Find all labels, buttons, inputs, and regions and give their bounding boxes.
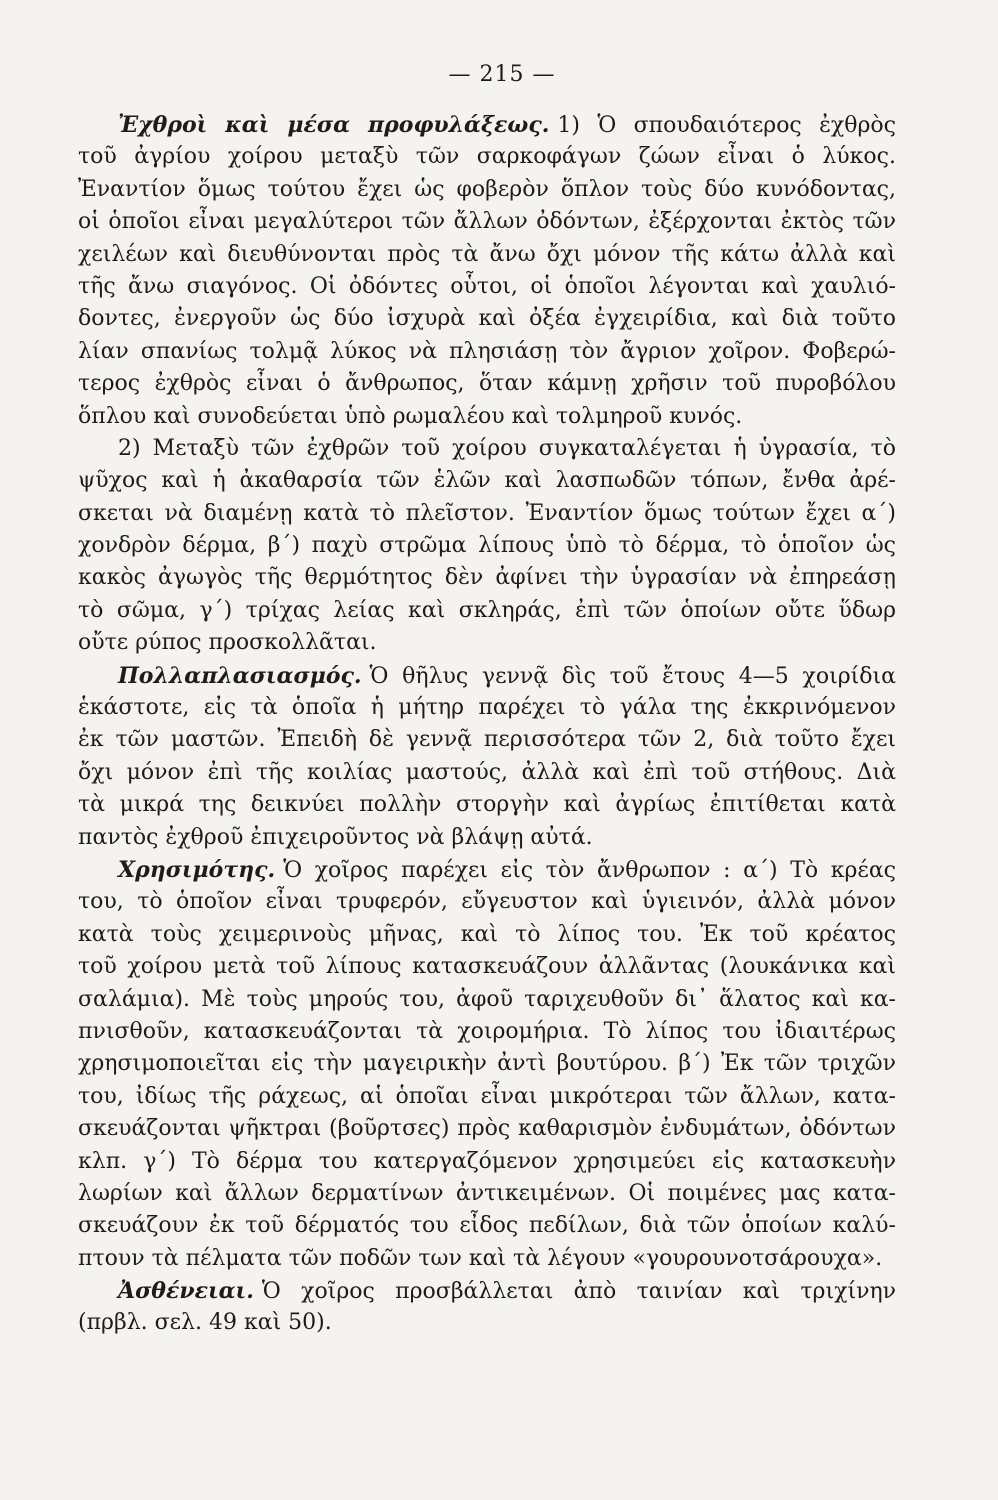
- text-line: [78, 1113, 896, 1145]
- text-line: [78, 433, 896, 465]
- text-line: [78, 951, 896, 983]
- line-text: Ἐναντίον ὅμως τούτου ἔχει ὡς φοβερὸν ὅπλον τοὺς δύο κυνόδοντας,: [78, 176, 896, 202]
- text-line: [78, 530, 896, 562]
- line-text: οἱ ὁποῖοι εἶναι μεγαλύτεροι τῶν ἄλλων ὀδόντων, ἐξέρχονται ἐκτὸς τῶν: [78, 209, 896, 235]
- line-text: 2) Μεταξὺ τῶν ἐχθρῶν τοῦ χοίρου συγκαταλέγεται ἡ ὑγρασία, τὸ: [118, 435, 896, 461]
- text-line: [78, 595, 896, 627]
- text-line: [78, 757, 896, 789]
- line-text: 1) Ὁ σπουδαιότερος ἐχθρὸς: [557, 113, 896, 138]
- line-text: χειλέων καὶ διευθύνονται πρὸς τὰ ἄνω ὄχι μόνον τῆς κάτω ἀλλὰ καὶ: [78, 241, 896, 267]
- section-heading: Πολλαπλασιασμός.: [118, 662, 362, 689]
- text-line: [78, 1307, 896, 1339]
- text-line: [78, 1210, 896, 1242]
- line-text: πτουν τὰ πέλματα τῶν ποδῶν των καὶ τὰ λέγουν «γουρουνοτσάρουχα».: [78, 1245, 883, 1271]
- text-line: [78, 109, 896, 141]
- text-line: [78, 498, 896, 530]
- line-text: τὰ μικρά της δεικνύει πολλὴν στοργὴν καὶ ἀγρίως ἐπιτίθεται κατὰ: [78, 792, 896, 818]
- line-text: οὔτε ρύπος προσκολλᾶται.: [78, 630, 377, 656]
- line-text: πνισθοῦν, κατασκευάζονται τὰ χοιρομήρια. Τὸ λίπος του ἰδιαιτέρως: [78, 1018, 896, 1044]
- text-line: [78, 465, 896, 497]
- line-text: τερος ἐχθρὸς εἶναι ὁ ἄνθρωπος, ὅταν κάμνῃ χρῆσιν τοῦ πυροβόλου: [78, 371, 896, 397]
- text-line: [78, 822, 896, 854]
- line-text: τοῦ χοίρου μετὰ τοῦ λίπους κατασκευάζουν ἀλλᾶντας (λουκάνικα καὶ: [78, 954, 896, 980]
- line-text: τὸ σῶμα, γ΄) τρίχας λείας καὶ σκληράς, ἐπὶ τῶν ὁποίων οὔτε ὕδωρ: [78, 597, 896, 623]
- paragraph: [78, 109, 896, 433]
- section-heading: Χρησιμότης.: [118, 856, 276, 883]
- line-text: Ὁ χοῖρος παρέχει εἰς τὸν ἄνθρωπον : α΄) Τὸ κρέας: [283, 857, 896, 883]
- text-line: [78, 401, 896, 433]
- text-line: [78, 1275, 896, 1307]
- text-line: [78, 206, 896, 238]
- text-line: [78, 984, 896, 1016]
- line-text: σκευάζονται ψῆκτραι (βοῦρτσες) πρὸς καθαρισμὸν ἐνδυμάτων, ὀδόντων: [78, 1116, 896, 1142]
- section-heading: Ἐχθροὶ καὶ μέσα προφυλάξεως.: [118, 112, 550, 138]
- line-text: του, ἰδίως τῆς ράχεως, αἱ ὁποῖαι εἶναι μικρότεραι τῶν ἄλλων, κατα-: [78, 1083, 896, 1109]
- text-body: [78, 109, 896, 1340]
- text-line: [78, 660, 896, 692]
- text-line: [78, 627, 896, 659]
- line-text: σκεται νὰ διαμένῃ κατὰ τὸ πλεῖστον. Ἐναντίον ὅμως τούτων ἔχει α΄): [78, 500, 896, 526]
- paragraph: [78, 660, 896, 854]
- text-line: [78, 336, 896, 368]
- text-line: [78, 724, 896, 756]
- line-text: ψῦχος καὶ ἡ ἀκαθαρσία τῶν ἑλῶν καὶ λασπωδῶν τόπων, ἔνθα ἀρέ-: [78, 468, 896, 494]
- text-line: [78, 303, 896, 335]
- text-line: [78, 1081, 896, 1113]
- line-text: δοντες, ἐνεργοῦν ὡς δύο ἰσχυρὰ καὶ ὀξέα ἐγχειρίδια, καὶ διὰ τοῦτο: [78, 306, 896, 332]
- line-text: τοῦ ἀγρίου χοίρου μεταξὺ τῶν σαρκοφάγων ζώων εἶναι ὁ λύκος.: [78, 144, 896, 170]
- line-text: χρησιμοποιεῖται εἰς τὴν μαγειρικὴν ἀντὶ βουτύρου. β΄) Ἐκ τῶν τριχῶν: [78, 1051, 896, 1077]
- line-text: σκευάζουν ἐκ τοῦ δέρματός του εἶδος πεδίλων, διὰ τῶν ὁποίων καλύ-: [78, 1213, 896, 1239]
- text-line: [78, 1048, 896, 1080]
- line-text: χονδρὸν δέρμα, β΄) παχὺ στρῶμα λίπους ὑπὸ τὸ δέρμα, τὸ ὁποῖον ὡς: [78, 533, 896, 559]
- text-line: [78, 141, 896, 173]
- text-line: [78, 271, 896, 303]
- line-text: του, τὸ ὁποῖον εἶναι τρυφερόν, εὔγευστον καὶ ὑγιεινόν, ἀλλὰ μόνον: [78, 889, 896, 915]
- text-line: [78, 1146, 896, 1178]
- text-line: [78, 692, 896, 724]
- line-text: (πρβλ. σελ. 49 καὶ 50).: [78, 1310, 332, 1336]
- paragraph: [78, 433, 896, 660]
- text-line: [78, 1243, 896, 1275]
- line-text: ἐκ τῶν μαστῶν. Ἐπειδὴ δὲ γεννᾷ περισσότερα τῶν 2, διὰ τοῦτο ἔχει: [78, 727, 896, 753]
- text-line: [78, 368, 896, 400]
- text-line: [78, 854, 896, 886]
- text-line: [78, 562, 896, 594]
- line-text: τῆς ἄνω σιαγόνος. Οἱ ὀδόντες οὗτοι, οἱ ὁποῖοι λέγονται καὶ χαυλιό-: [78, 273, 896, 299]
- text-line: [78, 1016, 896, 1048]
- line-text: ἑκάστοτε, εἰς τὰ ὁποῖα ἡ μήτηρ παρέχει τὸ γάλα της ἐκκρινόμενον: [78, 695, 896, 721]
- page-number: — 215 —: [448, 62, 556, 87]
- line-text: παντὸς ἐχθροῦ ἐπιχειροῦντος νὰ βλάψῃ αὐτά.: [78, 824, 593, 850]
- paragraph: [78, 854, 896, 1275]
- line-text: κλπ. γ΄) Τὸ δέρμα του κατεργαζόμενον χρησιμεύει εἰς κατασκευὴν: [78, 1148, 896, 1174]
- line-text: κατὰ τοὺς χειμερινοὺς μῆνας, καὶ τὸ λίπος του. Ἐκ τοῦ κρέατος: [78, 921, 896, 947]
- text-line: [78, 1178, 896, 1210]
- line-text: Ὁ θῆλυς γεννᾷ δὶς τοῦ ἔτους 4—5 χοιρίδια: [369, 663, 896, 689]
- line-text: σαλάμια). Μὲ τοὺς μηρούς του, ἀφοῦ ταριχευθοῦν δι᾽ ἅλατος καὶ κα-: [78, 986, 896, 1012]
- text-line: [78, 919, 896, 951]
- text-line: [78, 174, 896, 206]
- text-line: [78, 886, 896, 918]
- line-text: λωρίων καὶ ἄλλων δερματίνων ἀντικειμένων. Οἱ ποιμένες μας κατα-: [78, 1180, 896, 1206]
- line-text: λίαν σπανίως τολμᾷ λύκος νὰ πλησιάσῃ τὸν ἄγριον χοῖρον. Φοβερώ-: [78, 338, 896, 364]
- text-line: [78, 789, 896, 821]
- paragraph: [78, 1275, 896, 1340]
- line-text: ὄχι μόνον ἐπὶ τῆς κοιλίας μαστούς, ἀλλὰ καὶ ἐπὶ τοῦ στήθους. Διὰ: [78, 759, 896, 785]
- section-heading: Ἀσθένειαι.: [118, 1278, 254, 1305]
- text-line: [78, 239, 896, 271]
- line-text: κακὸς ἀγωγὸς τῆς θερμότητος δὲν ἀφίνει τὴν ὑγρασίαν νὰ ἐπηρεάσῃ: [78, 565, 896, 591]
- line-text: Ὁ χοῖρος προσβάλλεται ἀπὸ ταινίαν καὶ τριχίνην: [261, 1279, 896, 1305]
- line-text: ὅπλου καὶ συνοδεύεται ὑπὸ ρωμαλέου καὶ τολμηροῦ κυνός.: [78, 403, 743, 429]
